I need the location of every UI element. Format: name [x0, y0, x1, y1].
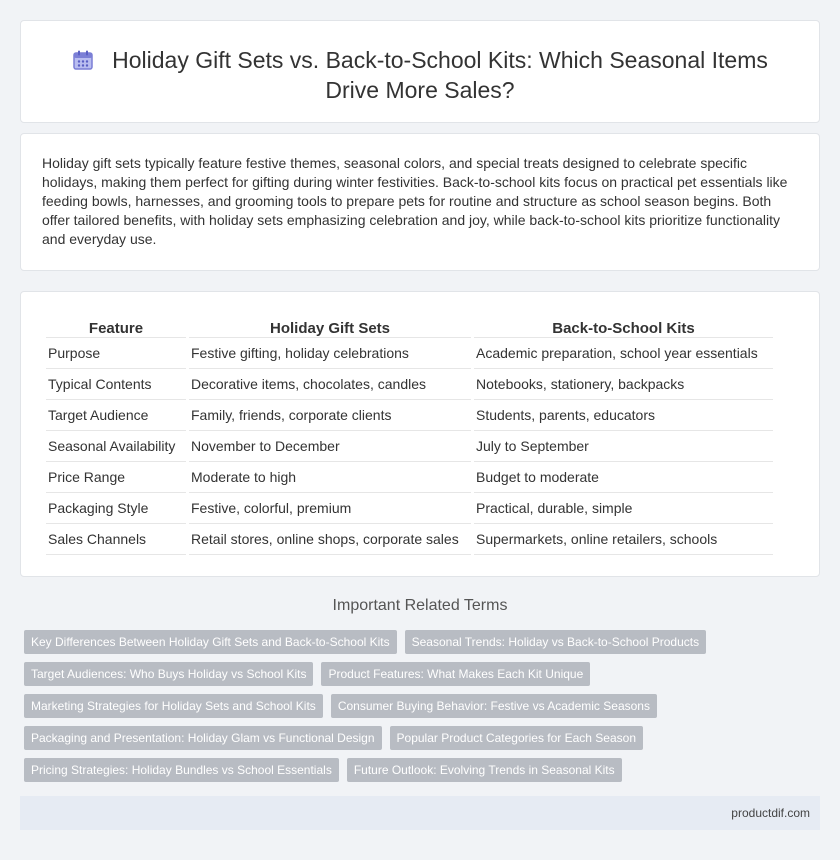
- row-holiday-value: November to December: [189, 431, 471, 462]
- tag-row: [24, 726, 814, 750]
- row-school-value: Students, parents, educators: [474, 400, 773, 431]
- related-term-tag[interactable]: Marketing Strategies for Holiday Sets and School Kits: [24, 694, 323, 718]
- row-holiday-value: Moderate to high: [189, 462, 471, 493]
- comparison-table: [43, 316, 776, 555]
- row-holiday-value: Family, friends, corporate clients: [189, 400, 471, 431]
- tag-row: [24, 694, 814, 718]
- table-row: [46, 400, 773, 431]
- row-feature: Target Audience: [46, 400, 186, 431]
- row-school-value: Budget to moderate: [474, 462, 773, 493]
- row-feature: Purpose: [46, 338, 186, 369]
- footer-bar: [20, 796, 820, 830]
- related-term-tag[interactable]: Consumer Buying Behavior: Festive vs Academic Seasons: [331, 694, 657, 718]
- row-feature: Packaging Style: [46, 493, 186, 524]
- row-holiday-value: Decorative items, chocolates, candles: [189, 369, 471, 400]
- tag-row: [24, 758, 814, 782]
- row-feature: Seasonal Availability: [46, 431, 186, 462]
- related-term-tag[interactable]: Product Features: What Makes Each Kit Unique: [321, 662, 590, 686]
- row-school-value: July to September: [474, 431, 773, 462]
- tag-row: [24, 630, 814, 654]
- table-row: [46, 369, 773, 400]
- related-term-tag[interactable]: Popular Product Categories for Each Season: [390, 726, 643, 750]
- row-school-value: Practical, durable, simple: [474, 493, 773, 524]
- related-term-tag[interactable]: Packaging and Presentation: Holiday Glam vs Functional Design: [24, 726, 382, 750]
- summary-card: [20, 133, 820, 271]
- related-terms-tags: [24, 630, 814, 790]
- row-school-value: Notebooks, stationery, backpacks: [474, 369, 773, 400]
- page-title-row: [21, 45, 819, 105]
- page-title: Holiday Gift Sets vs. Back-to-School Kits: Which Seasonal Items Drive More Sales?: [112, 47, 768, 103]
- table-row: [46, 524, 773, 555]
- header-card: [20, 20, 820, 123]
- row-holiday-value: Retail stores, online shops, corporate sales: [189, 524, 471, 555]
- footer-site-link[interactable]: productdif.com: [731, 806, 810, 820]
- table-row: [46, 462, 773, 493]
- column-header-back-to-school-kits: Back-to-School Kits: [474, 316, 773, 338]
- related-term-tag[interactable]: Pricing Strategies: Holiday Bundles vs School Essentials: [24, 758, 339, 782]
- related-term-tag[interactable]: Seasonal Trends: Holiday vs Back-to-School Products: [405, 630, 706, 654]
- column-header-feature: Feature: [46, 316, 186, 338]
- table-row: [46, 493, 773, 524]
- summary-paragraph: Holiday gift sets typically feature festive themes, seasonal colors, and special treats designed to celebrate specific holidays, making them perfect for gifting during winter festivities. Back-to-school kits focus on practical pet essentials like feeding bowls, harnesses, and grooming tools to prepare pets for routine and structure as school season begins. Both offer tailored benefits, with holiday sets emphasizing celebration and joy, while back-to-school kits prioritize functionality and everyday use.: [42, 155, 788, 247]
- row-holiday-value: Festive, colorful, premium: [189, 493, 471, 524]
- related-term-tag[interactable]: Key Differences Between Holiday Gift Sets and Back-to-School Kits: [24, 630, 397, 654]
- related-terms-heading: Important Related Terms: [332, 597, 508, 614]
- row-feature: Typical Contents: [46, 369, 186, 400]
- column-header-holiday-gift-sets: Holiday Gift Sets: [189, 316, 471, 338]
- row-school-value: Academic preparation, school year essentials: [474, 338, 773, 369]
- row-holiday-value: Festive gifting, holiday celebrations: [189, 338, 471, 369]
- table-row: [46, 431, 773, 462]
- row-feature: Price Range: [46, 462, 186, 493]
- comparison-table-card: [20, 291, 820, 577]
- calendar-icon: [72, 49, 94, 71]
- table-header-row: [46, 316, 773, 338]
- row-feature: Sales Channels: [46, 524, 186, 555]
- related-term-tag[interactable]: Target Audiences: Who Buys Holiday vs School Kits: [24, 662, 313, 686]
- tag-row: [24, 662, 814, 686]
- related-term-tag[interactable]: Future Outlook: Evolving Trends in Seasonal Kits: [347, 758, 622, 782]
- row-school-value: Supermarkets, online retailers, schools: [474, 524, 773, 555]
- table-row: [46, 338, 773, 369]
